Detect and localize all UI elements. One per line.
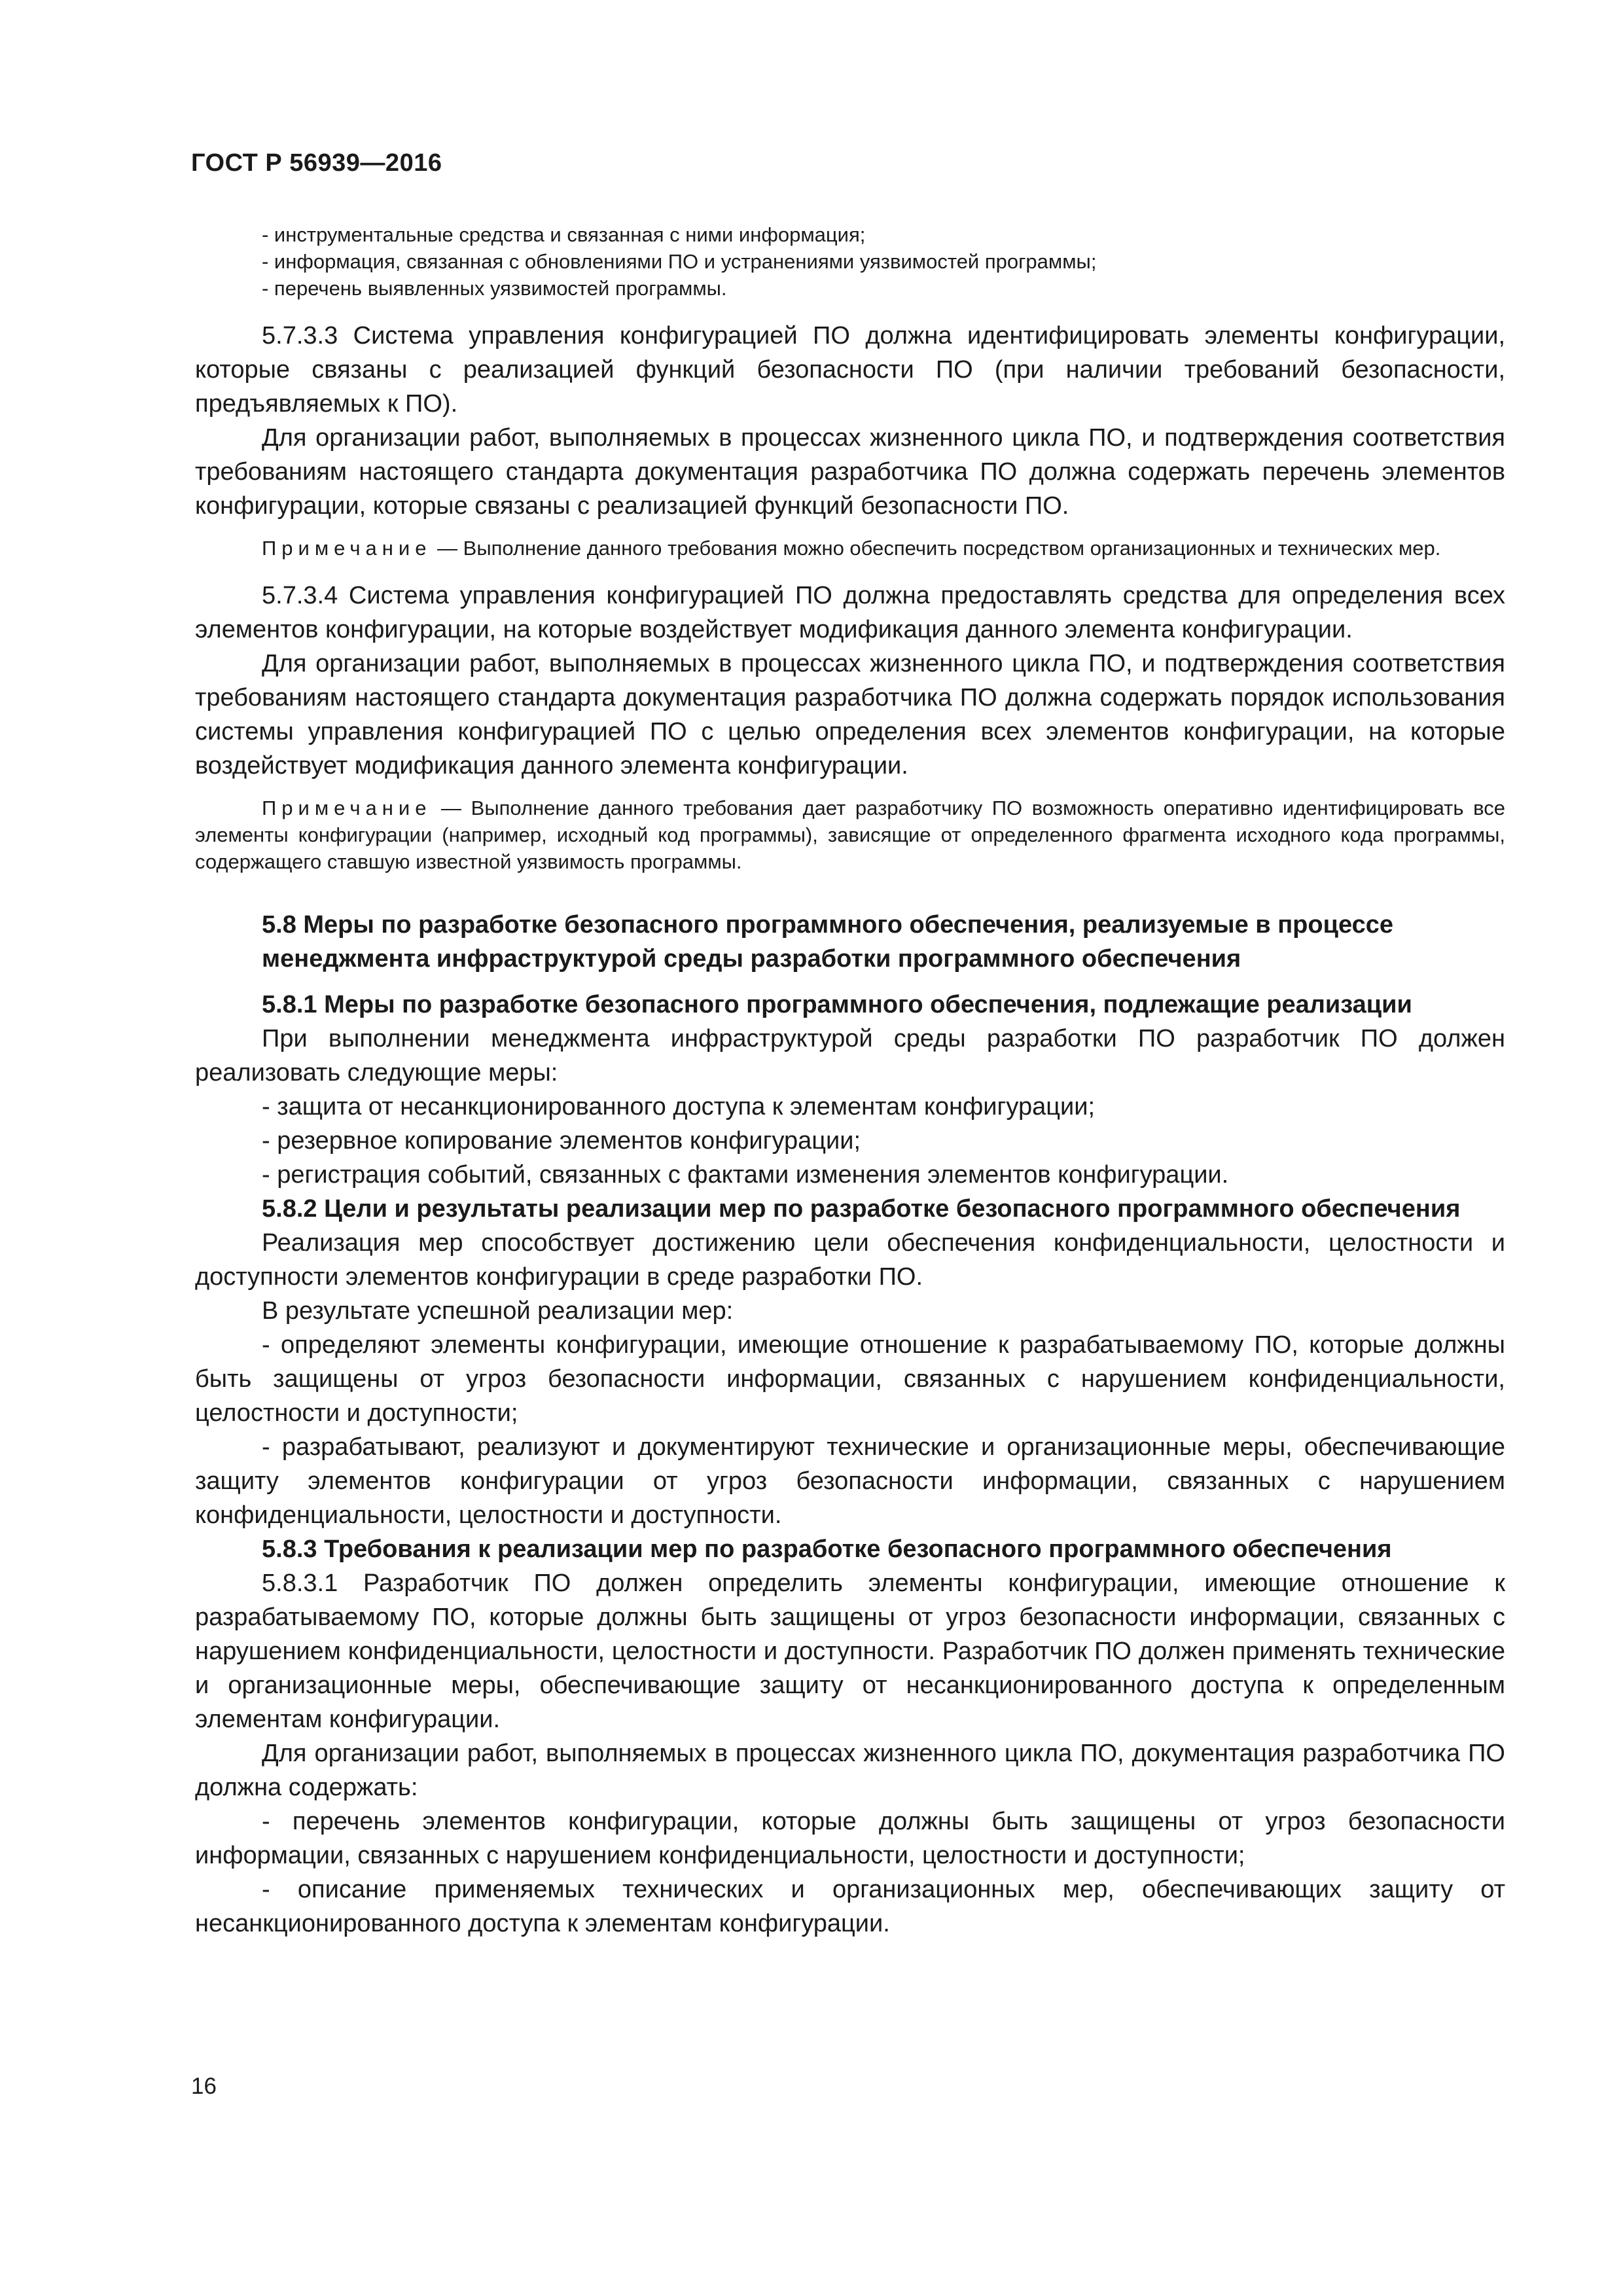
list-item: - перечень выявленных уязвимостей программы. (262, 277, 727, 300)
list-item: - определяют элементы конфигурации, имеющие отношение к разрабатываемому ПО, которые должны быть защищены от угроз безопасности информации, связанных с нарушением конфиденциальности, целостности и доступности; (195, 1331, 1505, 1427)
list-item: - резервное копирование элементов конфигурации; (262, 1127, 861, 1155)
heading-line: менеджмента инфраструктурой среды разработки программного обеспечения (262, 945, 1241, 973)
list-item: - описание применяемых технических и организационных мер, обеспечивающих защиту от несанкционированного доступа к элементам конфигурации. (195, 1876, 1505, 1937)
paragraph-5831: 5.8.3.1 Разработчик ПО должен определить элементы конфигурации, имеющие отношение к разрабатываемому ПО, которые должны быть защищены от угроз безопасности информации, связанных с нарушением конфиденциальности, целостности и доступности. Разработчик ПО должен применять технические и организационные меры, обеспечивающие защиту от несанкционированного доступа к определенным элементам конфигурации. (195, 1570, 1505, 1733)
paragraph: Для организации работ, выполняемых в процессах жизненного цикла ПО, и подтверждения соответствия требованиям настоящего стандарта документация разработчика ПО должна содержать перечень элементов конфигурации, которые связаны с реализацией функций безопасности ПО. (195, 424, 1505, 520)
heading-line: 5.8 Меры по разработке безопасного программного обеспечения, реализуемые в процессе (262, 911, 1393, 939)
note-text: — Выполнение данного требования дает разработчику ПО возможность оперативно идентифицировать все элементы конфигурации (например, исходный код программы), зависящие от определенного фрагмента исходного кода программы, содержащего ставшую известной уязвимость программы. (195, 797, 1505, 873)
list-item: - защита от несанкционированного доступа к элементам конфигурации; (262, 1093, 1095, 1121)
list-item: - регистрация событий, связанных с фактами изменения элементов конфигурации. (262, 1161, 1229, 1189)
paragraph-5733: 5.7.3.3 Система управления конфигурацией ПО должна идентифицировать элементы конфигурации, которые связаны с реализацией функций безопасности ПО (при наличии требований безопасности, предъявляемых к ПО). (195, 322, 1505, 418)
section-heading-58 (195, 908, 1505, 976)
note-text: — Выполнение данного требования можно обеспечить посредством организационных и технических мер. (431, 537, 1441, 560)
paragraph: При выполнении менеджмента инфраструктурой среды разработки ПО разработчик ПО должен реализовать следующие меры: (195, 1025, 1505, 1086)
paragraph-5734: 5.7.3.4 Система управления конфигурацией ПО должна предоставлять средства для определения всех элементов конфигурации, на которые воздействует модификация данного элемента конфигурации. (195, 582, 1505, 643)
page-number: 16 (191, 2073, 217, 2099)
paragraph: Для организации работ, выполняемых в процессах жизненного цикла ПО, и подтверждения соответствия требованиям настоящего стандарта документация разработчика ПО должна содержать порядок использования системы управления конфигурацией ПО с целью определения всех элементов конфигурации, на которые воздействует модификация данного элемента конфигурации. (195, 650, 1505, 780)
note (195, 535, 1505, 562)
note (195, 795, 1505, 875)
paragraph: Для организации работ, выполняемых в процессах жизненного цикла ПО, документация разработчика ПО должна содержать: (195, 1740, 1505, 1801)
section-heading-581: 5.8.1 Меры по разработке безопасного программного обеспечения, подлежащие реализации (262, 991, 1412, 1018)
document-header: ГОСТ Р 56939—2016 (191, 149, 442, 177)
list-item: - перечень элементов конфигурации, которые должны быть защищены от угроз безопасности информации, связанных с нарушением конфиденциальности, целостности и доступности; (195, 1808, 1505, 1869)
section-heading-582: 5.8.2 Цели и результаты реализации мер по разработке безопасного программного обеспечения (262, 1195, 1461, 1223)
list-item: - информация, связанная с обновлениями ПО и устранениями уязвимостей программы; (262, 250, 1097, 273)
note-label: Примечание (262, 797, 432, 819)
list-item: - инструментальные средства и связанная с ними информация; (262, 223, 866, 246)
document-body (195, 221, 1505, 1941)
paragraph: В результате успешной реализации мер: (262, 1297, 734, 1325)
note-label: Примечание (262, 537, 432, 560)
section-heading-583: 5.8.3 Требования к реализации мер по разработке безопасного программного обеспечения (262, 1535, 1392, 1563)
paragraph: Реализация мер способствует достижению цели обеспечения конфиденциальности, целостности и доступности элементов конфигурации в среде разработки ПО. (195, 1229, 1505, 1291)
list-item: - разрабатывают, реализуют и документируют технические и организационные меры, обеспечивающие защиту элементов конфигурации от угроз безопасности информации, связанных с нарушением конфиденциальности, целостности и доступности. (195, 1433, 1505, 1529)
